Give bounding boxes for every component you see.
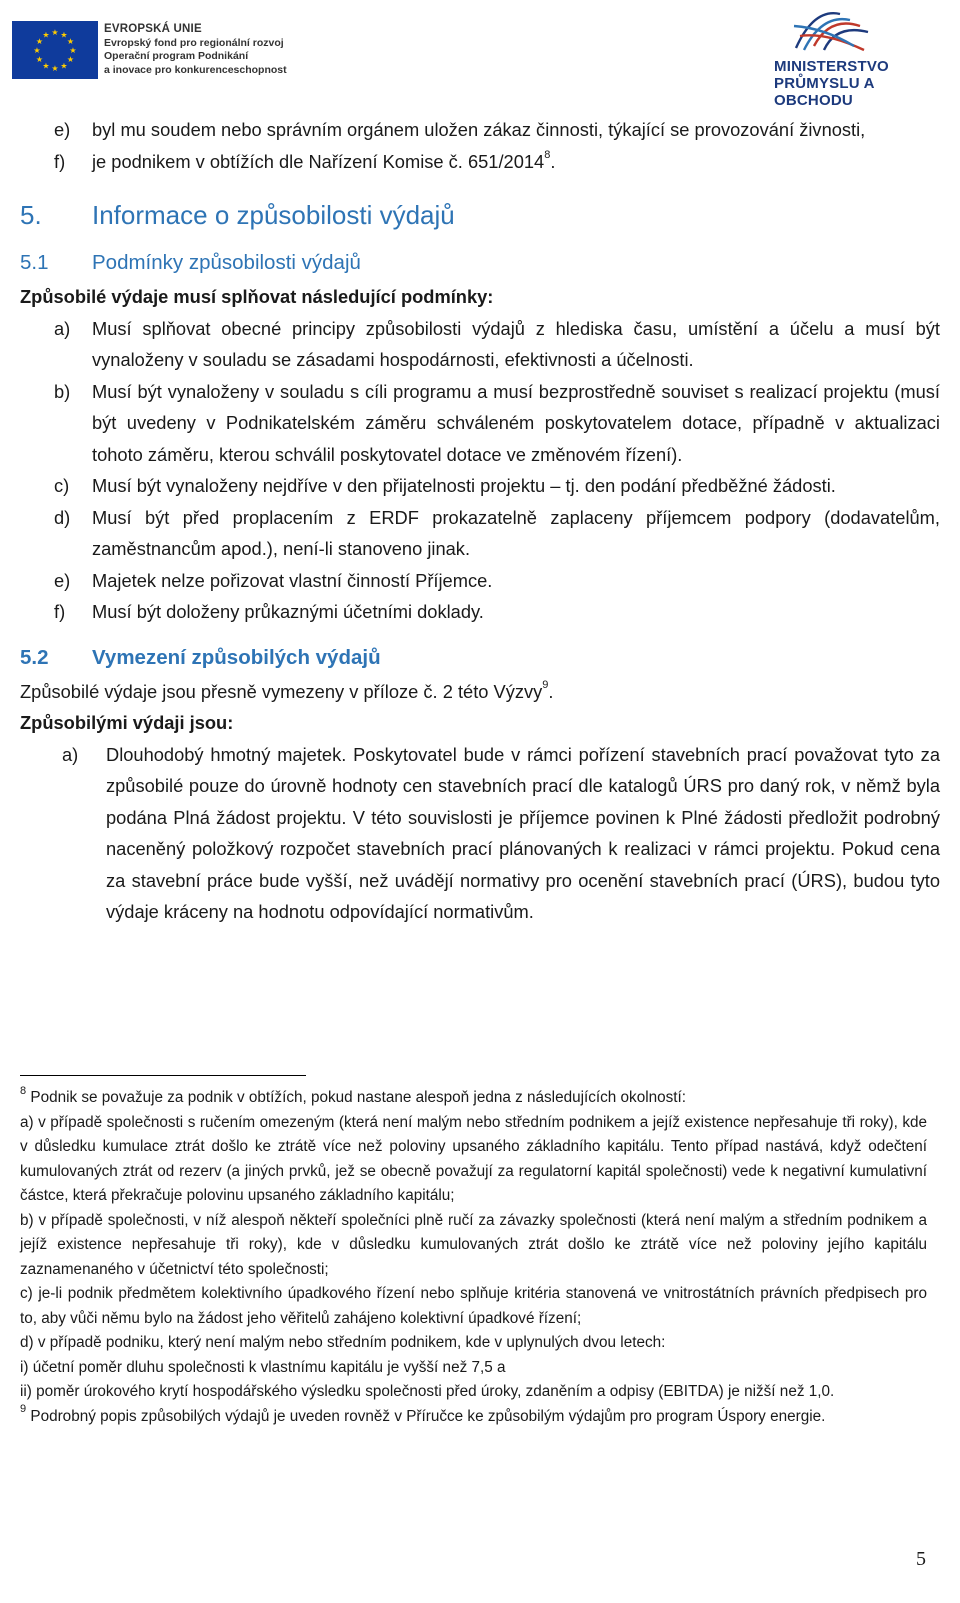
footnote-line: d) v případě podniku, který není malým nebo středním podnikem, kde v uplynulých dvou letech: — [20, 1334, 666, 1351]
list-item — [20, 596, 940, 628]
list-item-text: Musí být před proplacením z ERDF prokazatelně zaplaceny příjemcem podpory (dodavatelům, zaměstnancům apod.), není-li stanoveno jinak. — [92, 506, 940, 559]
list-item-text: je podnikem v obtížích dle Nařízení Komise č. 651/2014 — [92, 150, 545, 172]
eu-logo-text — [104, 23, 287, 77]
list-item — [20, 114, 940, 146]
subsection-heading — [20, 640, 940, 676]
footnote-ref[interactable]: 8 — [544, 149, 551, 162]
eu-line-3: Operační program Podnikání — [104, 50, 249, 62]
eu-line-4: a inovace pro konkurenceschopnost — [104, 63, 287, 76]
mpo-line-2: PRŮMYSLU A OBCHODU — [774, 75, 875, 109]
section-number: 5. — [20, 200, 42, 230]
eu-line-1: EVROPSKÁ UNIE — [104, 23, 202, 35]
paragraph-subhead: Způsobilými výdaji jsou: — [20, 712, 234, 733]
footnote-9 — [20, 1405, 927, 1430]
mpo-logo-text — [774, 58, 946, 109]
list-item-text: Musí být vynaloženy nejdříve v den přijatelnosti projektu – tj. den podání předběžné žádosti. — [92, 475, 836, 496]
eu-logo — [12, 21, 287, 79]
subsection-heading — [20, 245, 940, 281]
svg-text:★: ★ — [35, 37, 44, 46]
svg-text:★: ★ — [42, 30, 50, 40]
list-item — [20, 146, 940, 178]
subsection-title: Vymezení způsobilých výdajů — [92, 645, 381, 669]
list-item — [20, 739, 940, 928]
list-item-text: Musí být vynaloženy v souladu s cíli programu a musí bezprostředně souviset s realizací projektu (musí být uvedeny v Podnikatelském záměru schváleném poskytovatelem dotace, případně v aktualizaci tohoto záměru, kterou schválil poskytovatel dotace ve změnovém řízení). — [92, 380, 940, 465]
page-number: 5 — [916, 1548, 926, 1570]
svg-text:★: ★ — [51, 64, 59, 73]
main-content — [20, 114, 940, 928]
list-item — [20, 313, 940, 376]
subsection-number: 5.2 — [20, 645, 49, 669]
list-item-label: a) — [62, 743, 79, 765]
list-item-tail: . — [550, 150, 556, 172]
list-item-text: Musí být doloženy průkaznými účetními doklady. — [92, 601, 484, 622]
mpo-logo — [774, 6, 946, 109]
paragraph-tail: . — [548, 680, 554, 702]
footnote-line: b) v případě společnosti, v níž alespoň někteří společníci plně ručí za závazky společnosti (která není malým a středním podnikem a jejíž existence nepřesahuje tři roky), kde v důsledku kumulovaných ztrát došlo ke ztrátě více než poloviny jejího kapitálu zaznamenaného v účetnictví této společnosti; — [20, 1211, 927, 1278]
eu-flag-icon — [12, 21, 98, 79]
footnote-text: Podnik se považuje za podnik v obtížích, pokud nastane alespoň jedna z následujících okolností: — [30, 1089, 687, 1106]
footnote-line: c) je-li podnik předmětem kolektivního úpadkového řízení nebo splňuje kritéria stanovená ve vnitrostátních právních předpisech pro to, aby vůči němu bylo na žádost jeho věřitelů zahájeno kolektivní úpadkové řízení; — [20, 1285, 927, 1327]
list-item — [20, 502, 940, 565]
paragraph-intro — [20, 676, 940, 708]
svg-text:★: ★ — [66, 55, 75, 64]
list-item — [20, 376, 940, 471]
paragraph-intro: Způsobilé výdaje musí splňovat následující podmínky: — [20, 286, 494, 307]
list-item-label: c) — [54, 475, 70, 496]
footnote-mark: 9 — [20, 1403, 27, 1416]
footnote-ref[interactable]: 9 — [542, 679, 549, 692]
eu-line-2: Evropský fond pro regionální rozvoj — [104, 36, 284, 49]
svg-text:★: ★ — [51, 28, 59, 37]
footnote-line: a) v případě společnosti s ručením omezeným (která není malým nebo středním podnikem a jejíž existence nepřesahuje tři roky), kde v důsledku kumulace ztrát došlo ke ztrátě více než poloviny upsaného základního kapitálu. Tento případ nastává, když odečtení kumulovaných ztrát od rezerv (a jiných prvků, jež se obecně považují za regulatorní kapitál společnosti) vede k negativní kumulativní částce, která překračuje polovinu upsaného základního kapitálu; — [20, 1113, 927, 1204]
subsection-title: Podmínky způsobilosti výdajů — [92, 251, 361, 274]
section-heading — [20, 195, 940, 235]
svg-text:★: ★ — [60, 61, 68, 71]
list-item-label: a) — [54, 317, 71, 339]
list-item-label: d) — [54, 506, 71, 528]
svg-text:★: ★ — [69, 46, 77, 55]
list-item-label: e) — [54, 569, 71, 591]
list-item-text: Musí splňovat obecné principy způsobilosti výdajů z hlediska času, umístění a účelu a musí být vynaloženy v souladu se zásadami hospodárnosti, efektivnosti a účelnosti. — [92, 317, 940, 370]
svg-text:★: ★ — [42, 61, 50, 71]
list-item — [20, 470, 940, 502]
list-item-label: b) — [54, 380, 71, 402]
footnote-8 — [20, 1086, 927, 1111]
footnote-mark: 8 — [20, 1084, 27, 1097]
footnote-line: ii) poměr úrokového krytí hospodářského výsledku společnosti před úroky, zdaněním a odpisy (EBITDA) je nižší než 1,0. — [20, 1383, 835, 1400]
section-title: Informace o způsobilosti výdajů — [92, 200, 455, 230]
list-item — [20, 565, 940, 597]
svg-text:★: ★ — [33, 46, 41, 55]
footnotes — [20, 1086, 927, 1429]
list-item-text: Dlouhodobý hmotný majetek. Poskytovatel bude v rámci pořízení stavebních prací považovat tyto za způsobilé pouze do úrovně hodnoty cen stavebních prací dle katalogů ÚRS pro daný rok, v němž byla podána Plná žádost projektu. V této souvislosti je příjemce povinen k Plné žádosti předložit podrobný naceněný položkový rozpočet stavebních prací plánovaných k realizaci v rámci projektu. Pokud cena za stavební práce bude vyšší, než uvádějí normativy pro ocenění stavebních prací (ÚRS), budou tyto výdaje kráceny na hodnotu odpovídající normativům. — [106, 743, 940, 922]
svg-text:★: ★ — [66, 37, 75, 46]
footnote-line: i) účetní poměr dluhu společnosti k vlastnímu kapitálu je vyšší než 7,5 a — [20, 1358, 506, 1376]
footnote-text: Podrobný popis způsobilých výdajů je uveden rovněž v Příručce ke způsobilým výdajům pro program Úspory energie. — [30, 1407, 826, 1425]
list-item-text: byl mu soudem nebo správním orgánem uložen zákaz činnosti, týkající se provozování živnosti, — [92, 119, 866, 140]
list-item-label: f) — [54, 601, 66, 622]
list-item-label: e) — [54, 119, 71, 140]
footnote-separator — [20, 1075, 306, 1076]
mpo-line-1: MINISTERSTVO — [774, 58, 889, 75]
svg-text:★: ★ — [60, 30, 68, 40]
mpo-emblem-icon — [774, 6, 946, 58]
svg-text:★: ★ — [35, 55, 44, 64]
list-item-label: f) — [54, 150, 66, 172]
subsection-number: 5.1 — [20, 251, 49, 274]
list-item-text: Majetek nelze pořizovat vlastní činností Příjemce. — [92, 569, 493, 591]
paragraph-text: Způsobilé výdaje jsou přesně vymezeny v příloze č. 2 této Výzvy — [20, 680, 543, 702]
